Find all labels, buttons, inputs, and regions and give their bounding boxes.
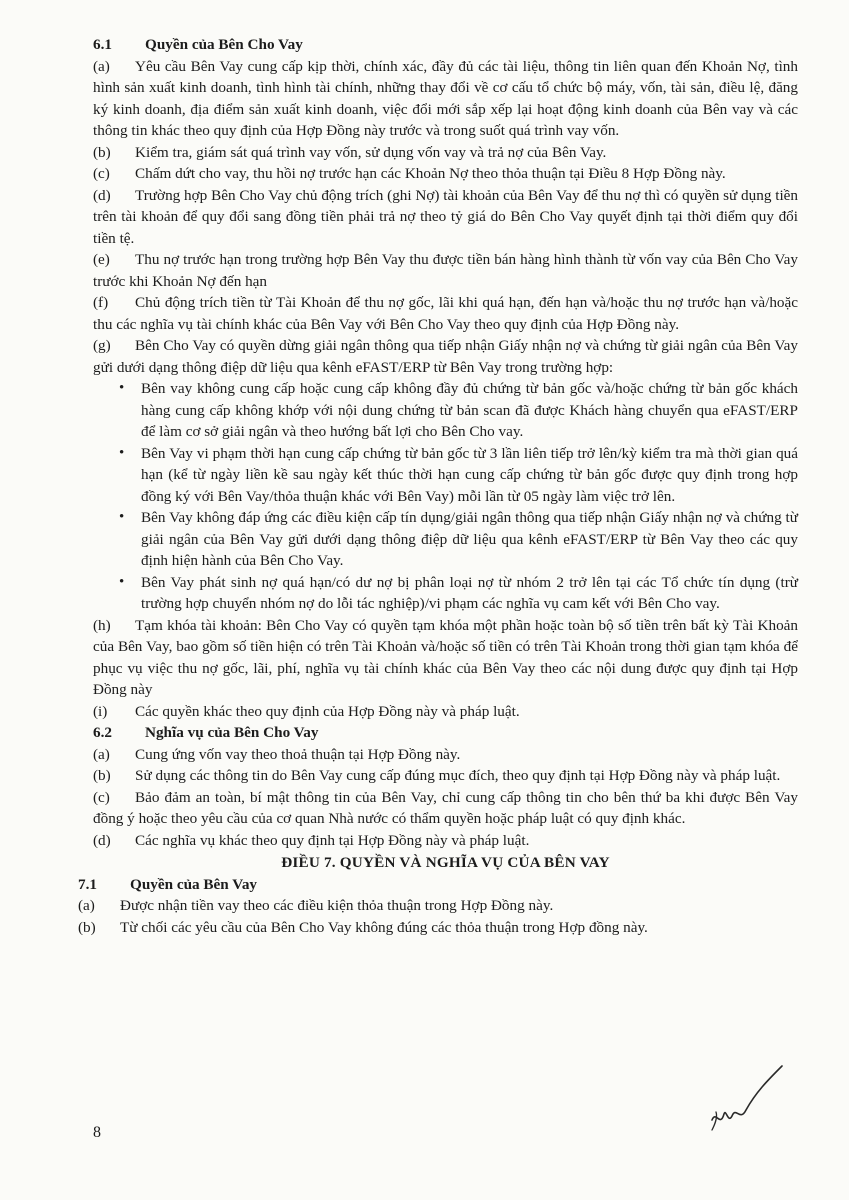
clause-label: (d): [93, 186, 111, 204]
clause-label: (a): [93, 57, 110, 75]
clause-6-1-h: [93, 615, 798, 701]
clause-label: (b): [78, 918, 96, 936]
clause-6-2-b: [93, 765, 798, 787]
list-item: • Bên Vay không đáp ứng các điều kiện cấp tín dụng/giải ngân thông qua tiếp nhận Giấy nhận nợ và chứng từ giải ngân của Bên Vay gửi dưới dạng thông điệp dữ liệu qua kênh eFAST/ERP từ Bên Vay theo các quy định hiện hành của Bên Cho Vay.: [133, 507, 798, 572]
section-7-1-heading: [78, 874, 798, 896]
list-item: • Bên vay không cung cấp hoặc cung cấp không đầy đủ chứng từ bản gốc và/hoặc chứng từ bản gốc khách hàng cung cấp không khớp với nội dung chứng từ bản scan đã được Khách hàng chuyển qua eFAST/ERP để làm cơ sở giải ngân và theo hướng bất lợi cho Bên Cho vay.: [133, 378, 798, 443]
clause-6-1-i: [93, 701, 798, 723]
clause-6-1-a: [93, 56, 798, 142]
clause-text: Cung ứng vốn vay theo thoả thuận tại Hợp Đồng này.: [135, 745, 461, 763]
page-number: 8: [93, 1124, 101, 1141]
clause-text: Bên Cho Vay có quyền dừng giải ngân thông qua tiếp nhận Giấy nhận nợ và chứng từ giải ngân của Bên Vay gửi dưới dạng thông điệp dữ liệu qua kênh eFAST/ERP từ Bên Vay trong trường hợp:: [93, 337, 798, 376]
list-item: • Bên Vay vi phạm thời hạn cung cấp chứng từ bản gốc từ 3 lần liên tiếp trở lên/kỳ kiểm tra mà thời gian quá hạn (kể từ ngày liền kề sau ngày kết thúc thời hạn cung cấp chứng từ bản gốc được quy định trong hợp đồng ký với Bên Vay/thỏa thuận khác với Bên Vay) mỗi lần từ 05 ngày làm việc trở lên.: [133, 443, 798, 508]
bullet-list: [93, 378, 798, 615]
clause-text: Yêu cầu Bên Vay cung cấp kịp thời, chính xác, đầy đủ các tài liệu, thông tin liên quan đến Khoản Nợ, tình hình sản xuất kinh doanh, tình hình tài chính, những thay đổi về cơ cấu tổ chức bộ máy, vốn, tài sản, điều lệ, đăng ký kinh doanh, địa điểm sản xuất kinh doanh, việc đổi mới sắp xếp lại hoạt động kinh doanh của Bên vay và các thông tin khác theo quy định của Hợp Đồng này trước và trong suốt quá trình vay vốn.: [93, 57, 798, 139]
clause-6-2-c: [93, 787, 798, 830]
clause-text: Trường hợp Bên Cho Vay chủ động trích (ghi Nợ) tài khoản của Bên Vay để thu nợ thì có quyền sử dụng tiền trên tài khoản để quy đổi sang đồng tiền phải trả nợ theo tỷ giá do Bên Cho Vay quyết định tại thời điểm quy đổi tiền tệ.: [93, 186, 798, 247]
clause-text: Sử dụng các thông tin do Bên Vay cung cấp đúng mục đích, theo quy định tại Hợp Đồng này và pháp luật.: [135, 767, 781, 784]
section-title: Quyền của Bên Cho Vay: [145, 36, 303, 53]
clause-text: Các quyền khác theo quy định của Hợp Đồng này và pháp luật.: [135, 702, 520, 720]
section-number: 6.1: [93, 36, 112, 53]
clause-text: Thu nợ trước hạn trong trường hợp Bên Vay thu được tiền bán hàng hình thành từ vốn vay của Bên Cho Vay trước khi Khoản Nợ đến hạn: [93, 251, 798, 290]
clause-7-1-a: [78, 895, 798, 917]
clause-label: (i): [93, 702, 108, 720]
clause-text: Các nghĩa vụ khác theo quy định tại Hợp Đồng này và pháp luật.: [135, 831, 530, 849]
clause-6-2-a: [93, 744, 798, 766]
clause-label: (b): [93, 767, 111, 784]
clause-label: (a): [93, 745, 110, 763]
clause-label: (a): [78, 897, 95, 914]
section-6-2-heading: [93, 722, 798, 744]
section-number: 6.2: [93, 724, 112, 741]
clause-label: (d): [93, 831, 111, 849]
section-number: 7.1: [78, 875, 97, 893]
clause-label: (g): [93, 337, 111, 354]
clause-6-1-f: [93, 292, 798, 335]
clause-6-1-b: [93, 142, 798, 164]
clause-label: (b): [93, 143, 111, 161]
handwritten-signature: [706, 1062, 786, 1132]
article-7-title: ĐIỀU 7. QUYỀN VÀ NGHĨA VỤ CỦA BÊN VAY: [281, 854, 610, 871]
clause-label: (c): [93, 165, 110, 182]
section-6-1-heading: [93, 34, 798, 56]
clause-label: (c): [93, 788, 110, 806]
clause-text: Kiểm tra, giám sát quá trình vay vốn, sử dụng vốn vay và trả nợ của Bên Vay.: [135, 143, 607, 161]
clause-6-1-d: [93, 185, 798, 250]
clause-text: Từ chối các yêu cầu của Bên Cho Vay không đúng các thỏa thuận trong Hợp đồng này.: [120, 918, 648, 936]
document-body: [78, 34, 798, 938]
section-title: Quyền của Bên Vay: [130, 875, 258, 893]
clause-label: (e): [93, 251, 110, 268]
section-title: Nghĩa vụ của Bên Cho Vay: [145, 724, 319, 741]
clause-text: Chủ động trích tiền từ Tài Khoản để thu nợ gốc, lãi khi quá hạn, đến hạn và/hoặc thu nợ trước hạn và/hoặc thu các nghĩa vụ tài chính khác của Bên Vay với Bên Cho Vay theo quy định của Hợp Đồng này.: [93, 294, 798, 333]
clause-6-1-g: [93, 335, 798, 378]
clause-6-2-d: [93, 830, 798, 852]
clause-6-1-c: [93, 163, 798, 185]
clause-6-1-e: [93, 249, 798, 292]
clause-text: Được nhận tiền vay theo các điều kiện thỏa thuận trong Hợp Đồng này.: [120, 897, 554, 914]
clause-label: (f): [93, 294, 109, 311]
clause-7-1-b: [78, 917, 798, 939]
clause-label: (h): [93, 616, 111, 634]
clause-text: Tạm khóa tài khoản: Bên Cho Vay có quyền tạm khóa một phần hoặc toàn bộ số tiền trên bất kỳ Tài Khoản của Bên Vay, bao gồm số tiền hiện có trên Tài Khoản và/hoặc số tiền có trên Tài Khoản trong thời gian tạm khóa để phục vụ việc thu nợ gốc, lãi, phí, nghĩa vụ tài chính khác của Bên Vay theo các nội dung được quy định tại Hợp Đồng này: [93, 616, 798, 698]
clause-text: Bảo đảm an toàn, bí mật thông tin của Bên Vay, chỉ cung cấp thông tin cho bên thứ ba khi được Bên Vay đồng ý hoặc theo yêu cầu của cơ quan Nhà nước có thẩm quyền hoặc pháp luật có quy định khác.: [93, 788, 798, 827]
clause-text: Chấm dứt cho vay, thu hồi nợ trước hạn các Khoản Nợ theo thỏa thuận tại Điều 8 Hợp Đồng này.: [135, 165, 726, 182]
list-item: • Bên Vay phát sinh nợ quá hạn/có dư nợ bị phân loại nợ từ nhóm 2 trở lên tại các Tổ chức tín dụng (trừ trường hợp chuyển nhóm nợ do lỗi tác nghiệp)/vi phạm các nghĩa vụ cam kết với Bên Cho vay.: [133, 572, 798, 615]
